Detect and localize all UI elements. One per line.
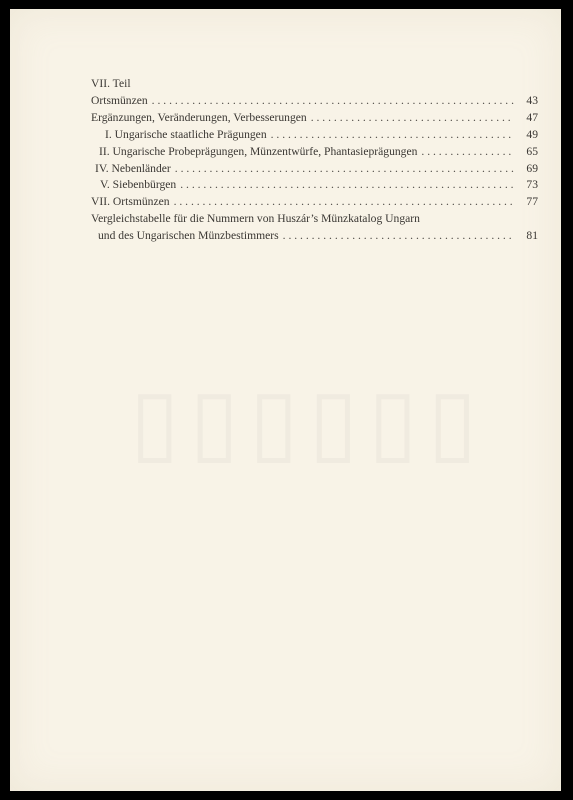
table-of-contents xyxy=(91,76,538,245)
dot-leader xyxy=(271,127,514,144)
toc-entry-page: 43 xyxy=(526,93,538,107)
document-page xyxy=(10,9,561,791)
section-heading: VII. Teil xyxy=(91,77,131,90)
toc-entry-label: Ortsmünzen xyxy=(91,93,148,107)
toc-entry-label: II. Ungarische Probeprägungen, Münzentwürfe, Phantasieprägungen xyxy=(99,144,418,158)
faint-watermark: ▯▯▯▯▯▯ xyxy=(130,373,488,472)
dot-leader xyxy=(283,228,514,245)
toc-entry-label: I. Ungarische staatliche Prägungen xyxy=(105,127,267,141)
toc-entry xyxy=(91,177,538,194)
toc-entry xyxy=(91,194,538,211)
toc-entry xyxy=(91,93,538,110)
dot-leader xyxy=(311,110,514,127)
dot-leader xyxy=(175,161,514,178)
toc-entry-label: und des Ungarischen Münzbestimmers xyxy=(98,229,279,243)
toc-entry-page: 47 xyxy=(526,110,538,124)
toc-entry-page: 73 xyxy=(526,178,538,192)
toc-entry-page: 49 xyxy=(526,127,538,141)
dot-leader xyxy=(152,93,514,110)
dot-leader xyxy=(421,144,514,161)
toc-entry-page: 81 xyxy=(526,229,538,243)
toc-entry-label: Ergänzungen, Veränderungen, Verbesserungen xyxy=(91,110,307,124)
toc-entry-page: 65 xyxy=(526,144,538,158)
toc-entry xyxy=(91,228,538,245)
toc-entry-page: 69 xyxy=(526,161,538,175)
toc-entry-label: IV. Nebenländer xyxy=(95,161,171,175)
dot-leader xyxy=(180,177,514,194)
dot-leader xyxy=(174,194,514,211)
toc-entry xyxy=(91,110,538,127)
toc-entry xyxy=(91,144,538,161)
toc-entry-label: VII. Ortsmünzen xyxy=(91,195,170,209)
toc-final-entry-line1: Vergleichstabelle für die Nummern von Huszár’s Münzkatalog Ungarn xyxy=(91,212,420,226)
toc-entry xyxy=(91,127,538,144)
toc-entry xyxy=(91,161,538,178)
toc-entry-label: V. Siebenbürgen xyxy=(100,178,177,192)
toc-entry-page: 77 xyxy=(526,195,538,209)
